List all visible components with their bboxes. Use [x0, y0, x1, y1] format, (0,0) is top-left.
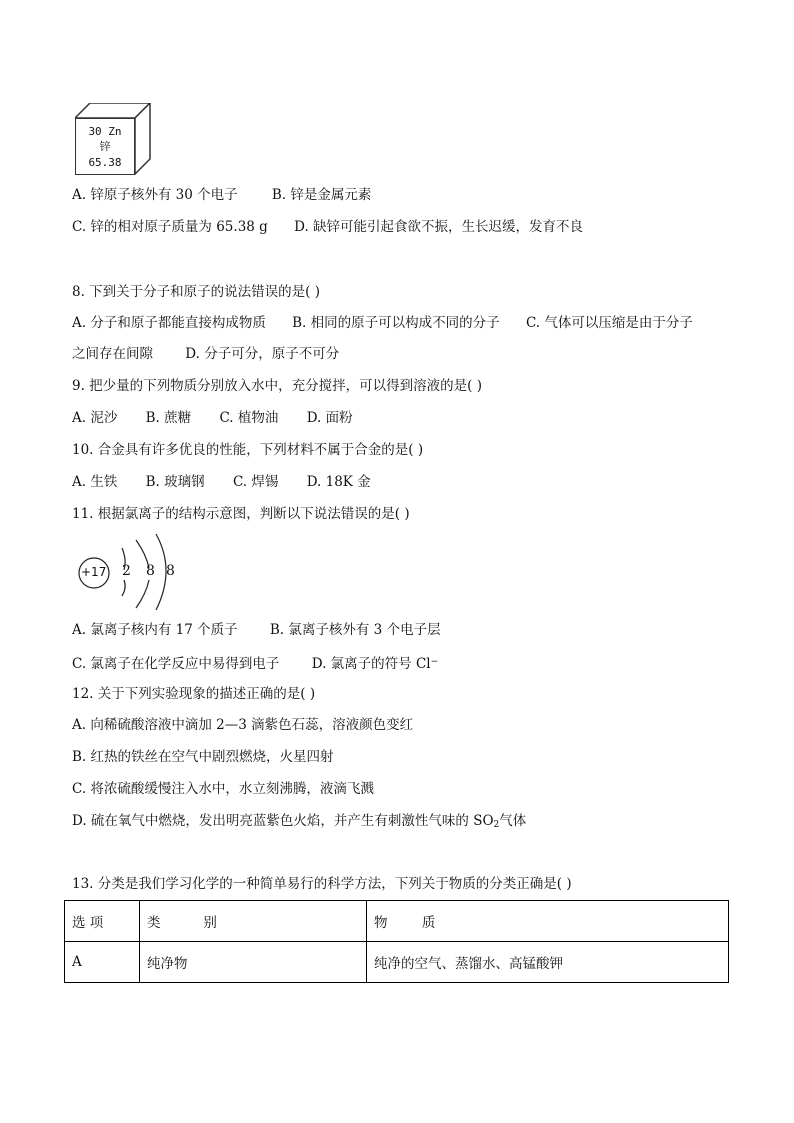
q8-option-b: B. 相同的原子可以构成不同的分子	[292, 315, 500, 331]
q10-option-d: D. 18K 金	[306, 474, 371, 490]
q9-option-a: A. 泥沙	[72, 410, 118, 426]
q7-options-row1	[72, 186, 371, 204]
chloride-ion-structure-diagram	[72, 532, 192, 612]
q9-option-c: C. 植物油	[219, 410, 279, 426]
q8-option-d: D. 分子可分，原子不可分	[185, 346, 340, 362]
q8-options-line1	[72, 314, 693, 332]
q11-stem: 11. 根据氯离子的结构示意图，判断以下说法错误的是( )	[72, 506, 410, 522]
q12-stem: 12. 关于下列实验现象的描述正确的是( )	[72, 686, 316, 702]
q10-option-b: B. 玻璃钢	[145, 474, 205, 490]
q12-option-c: C. 将浓硫酸缓慢注入水中，水立刻沸腾，液滴飞溅	[72, 781, 374, 797]
q7-options-row2	[72, 218, 583, 236]
table-header-substance: 物 质	[367, 901, 729, 942]
nucleus-charge: +17	[81, 565, 107, 579]
shell-1-electrons: 2	[122, 563, 131, 579]
so2-subscript: 2	[493, 820, 500, 830]
q13-stem: 13. 分类是我们学习化学的一种简单易行的科学方法，下列关于物质的分类正确是( )	[72, 876, 572, 892]
shell-3-electrons: 8	[166, 563, 175, 579]
charge-superscript: −	[430, 657, 439, 667]
q8-option-c: C. 气体可以压缩是由于分子	[525, 315, 693, 331]
q9-option-b: B. 蔗糖	[145, 410, 192, 426]
q11-option-a: A. 氯离子核内有 17 个质子	[72, 622, 238, 638]
q8-options-line2	[72, 345, 339, 363]
q12-option-b: B. 红热的铁丝在空气中剧烈燃烧，火星四射	[72, 749, 334, 765]
q7-option-d: D. 缺锌可能引起食欲不振，生长迟缓，发育不良	[294, 219, 584, 235]
q11-option-c: C. 氯离子在化学反应中易得到电子	[72, 656, 280, 672]
q8-option-a: A. 分子和原子都能直接构成物质	[72, 315, 266, 331]
shell-2-electrons: 8	[146, 563, 155, 579]
q7-option-c: C. 锌的相对原子质量为 65.38 g	[72, 219, 268, 235]
q12-option-a: A. 向稀硫酸溶液中滴加 2—3 滴紫色石蕊，溶液颜色变红	[72, 717, 414, 733]
q9-stem: 9. 把少量的下列物质分别放入水中，充分搅拌，可以得到溶液的是( )	[72, 378, 482, 394]
table-row	[65, 942, 729, 983]
element-card-name: 锌	[99, 140, 111, 153]
q11-options-row1	[72, 621, 441, 639]
q9-option-d: D. 面粉	[306, 410, 353, 426]
q8-option-c-cont: 之间存在间隙	[72, 346, 153, 362]
q11-option-b: B. 氯离子核外有 3 个电子层	[269, 622, 441, 638]
q10-option-c: C. 焊锡	[232, 474, 279, 490]
table-header-row	[65, 901, 729, 942]
table-header-option: 选 项	[65, 901, 140, 942]
table-cell-category: 纯净物	[140, 942, 367, 983]
q10-options	[72, 473, 371, 491]
q10-stem: 10. 合金具有许多优良的性能，下列材料不属于合金的是( )	[72, 442, 424, 458]
q9-options	[72, 409, 353, 427]
element-card-mass: 65.38	[88, 156, 122, 169]
q11-options-row2	[72, 653, 438, 673]
q8-stem: 8. 下到关于分子和原子的说法错误的是( )	[72, 284, 320, 300]
table-cell-substance: 纯净的空气、蒸馏水、高锰酸钾	[367, 942, 729, 983]
q7-option-a: A. 锌原子核外有 30 个电子	[72, 187, 238, 203]
q12-option-d: D. 硫在氧气中燃烧，发出明亮蓝紫色火焰，并产生有刺激性气味的 $SO_2$气体	[72, 813, 527, 830]
table-header-category: 类 别	[140, 901, 367, 942]
element-card-number-symbol: 30 Zn	[88, 125, 122, 138]
q11-option-d: D. 氯离子的符号 Cl−	[311, 656, 439, 672]
q7-option-b: B. 锌是金属元素	[271, 187, 372, 203]
classification-table	[64, 900, 729, 983]
q10-option-a: A. 生铁	[72, 474, 118, 490]
table-cell-option: A	[65, 942, 140, 983]
